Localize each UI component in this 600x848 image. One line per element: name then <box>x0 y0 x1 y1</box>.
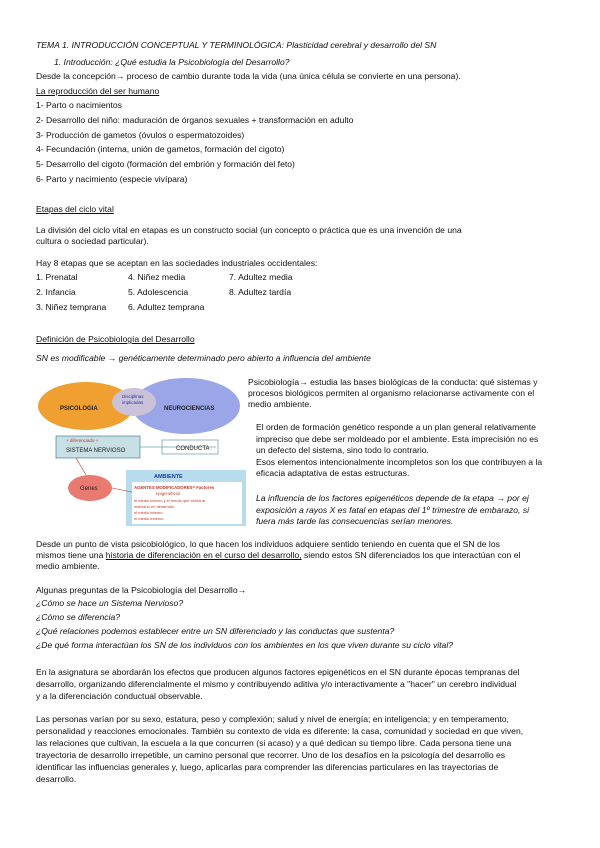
personas-paragraph: desarrollo. <box>36 774 77 784</box>
etapa-item: 8. Adultez tardía <box>229 287 292 297</box>
etapas-column-1 <box>36 272 106 317</box>
pregunta-item: ¿Cómo se hace un Sistema Nervioso? <box>36 598 184 608</box>
epigeneticos-label: epigenéticos <box>156 491 181 496</box>
etapa-item: 3. Niñez temprana <box>36 302 107 312</box>
agentes-line: el medio interno y el medio que rodea al <box>134 498 206 503</box>
asignatura-paragraph: y a la diferenciación conductual observable. <box>36 691 203 701</box>
personas-paragraph: las relaciones que cultivan, la escuela a la que concurren (si acaso) y a qué dedican su tiempo libre. Cada persona tiene una <box>36 738 512 748</box>
reproduccion-item: 4- Fecundación (interna, unión de gametos, formación del cigoto) <box>36 144 285 154</box>
conducta-label: CONDUCTA <box>176 446 210 452</box>
personas-paragraph: identificar las influencias generales y, luego, aplicarlas para comprender las diferencias particulares en las trayectorias de <box>36 762 499 772</box>
sistema-nervioso-label: SISTEMA NERVIOSO <box>66 448 126 454</box>
pregunta-item: ¿Cómo se diferencia? <box>36 612 121 622</box>
reproduccion-item: 2- Desarrollo del niño: maduración de órganos sexuales + transformación en adulto <box>36 115 354 125</box>
genes-label: Genes <box>80 486 98 492</box>
etapa-item: 2. Infancia <box>36 287 76 297</box>
orden-paragraph: un defecto del sistema, sino todo lo contrario. <box>256 445 429 455</box>
document-title: TEMA 1. INTRODUCCIÓN CONCEPTUAL Y TERMINOLÓGICA: Plasticidad cerebral y desarrollo del SN <box>36 40 437 50</box>
neurociencias-label: NEUROCIENCIAS <box>164 406 215 412</box>
agentes-label: AGENTES MODIFICADORES= Factores <box>134 485 215 490</box>
orden-paragraph: El orden de formación genético responde a un plan general relativamente <box>256 422 536 432</box>
etapa-item: 4. Niñez media <box>128 272 186 282</box>
etapas-paragraph: cultura o sociedad particular). <box>36 236 149 246</box>
punto-vista-line: medio ambiente. <box>36 561 100 571</box>
reproduccion-item: 6- Parto y nacimiento (especie vivípara) <box>36 174 188 184</box>
psicobiologia-diagram <box>36 370 246 530</box>
sn-modificable-text: SN es modificable → genéticamente determinado pero abierto a influencia del ambiente <box>36 353 371 363</box>
historia-diferenciacion-link-text: historia de diferenciación en el curso del desarrollo, <box>105 550 302 560</box>
orden-paragraph: impreciso que debe ser moldeado por el ambiente. Esta imprecisión no es <box>256 434 539 444</box>
asignatura-paragraph: En la asignatura se abordarán los efectos que producen algunos factores epigenéticos en el SN durante épocas tempranas del <box>36 667 520 677</box>
etapas-intro: Hay 8 etapas que se aceptan en las sociedades industriales occidentales: <box>36 258 318 268</box>
etapas-paragraph: La división del ciclo vital en etapas es un constructo social (un concepto o práctica que es una invención de una <box>36 225 462 235</box>
genes-connector <box>76 458 86 475</box>
reproduccion-item: 3- Producción de gametos (óvulos o espermatozoides) <box>36 130 245 140</box>
asignatura-paragraph: desarrollo, organizando diferencialmente el mismo y contribuyendo aditiva y/o interactivamente a "hacer" un cerebro individual <box>36 679 517 689</box>
punto-vista-line: Desde un punto de vista psicobiológico, lo que hacen los individuos adquiere sentido teniendo en cuenta que el SN de los <box>36 539 500 549</box>
agentes-line: el medio externo <box>134 516 164 521</box>
personas-paragraph: personalidad y reacciones emocionales. También su contexto de vida es diferente: la casa, comunidad y sociedad en que viven, <box>36 726 524 736</box>
etapa-item: 7. Adultez media <box>229 272 293 282</box>
preguntas-heading: Algunas preguntas de la Psicobiología del Desarrollo→ <box>36 585 247 595</box>
influencia-paragraph: exposición a rayos X es fatal en etapas del 1º trimestre de embarazo, si <box>256 505 530 515</box>
psicobiologia-paragraph: procesos biológicos permiten al organismo relacionarse activamente con el <box>248 388 535 398</box>
orden-paragraph: eficacia adaptativa de estas estructuras. <box>256 468 410 478</box>
pregunta-item: ¿Qué relaciones podemos establecer entre un SN diferenciado y las conductas que sustenta? <box>36 626 395 636</box>
psicobiologia-paragraph: Psicobiología→ estudia las bases biológicas de la conducta: qué sistemas y <box>248 377 538 387</box>
etapas-column-2 <box>128 272 204 317</box>
pregunta-item: ¿De qué forma interactúan los SN de los individuos con los ambientes en los que viven durante su ciclo vital? <box>36 640 454 650</box>
punto-vista-line: mismos tiene una historia de diferenciación en el curso del desarrollo, siendo estos SN diferenciados los que interactúan con el <box>36 550 521 560</box>
etapas-heading: Etapas del ciclo vital <box>36 204 114 214</box>
diagram-svg <box>36 370 246 530</box>
etapa-item: 5. Adolescencia <box>128 287 189 297</box>
etapa-item: 1. Prenatal <box>36 272 78 282</box>
agentes-line: el medio interno <box>134 510 163 515</box>
influencia-paragraph: fuera más tarde las consecuencias serían menores. <box>256 516 454 526</box>
disciplinas-label: Disciplinas <box>122 394 144 399</box>
orden-paragraph: Esos elementos intencionalmente incompletos son los que contribuyen a la <box>256 457 543 467</box>
diferenciado-label: + diferenciado + <box>66 438 99 443</box>
psicologia-label: PSICOLOGIA <box>60 406 98 412</box>
etapa-item: 6. Adultez temprana <box>128 302 205 312</box>
reproduccion-heading: La reproducción del ser humano <box>36 86 160 96</box>
definicion-heading: Definición de Psicobiología del Desarrollo <box>36 334 195 344</box>
implicadas-label: implicadas <box>122 400 144 405</box>
section-heading-introduccion: 1. Introducción: ¿Qué estudia la Psicobiología del Desarrollo? <box>54 57 290 67</box>
ambiente-label: AMBIENTE <box>154 474 183 480</box>
personas-paragraph: Las personas varían por su sexo, estatura, peso y complexión; salud y nivel de energía; en inteligencia; y en temperamento, <box>36 714 509 724</box>
psicobiologia-paragraph: medio ambiente. <box>248 399 312 409</box>
reproduccion-item: 1- Parto o nacimientos <box>36 100 122 110</box>
etapas-column-3 <box>229 272 293 302</box>
influencia-paragraph: La influencia de los factores epigenéticos depende de la etapa → por ej <box>256 493 529 503</box>
reproduccion-item: 5- Desarrollo del cigoto (formación del embrión y formación del feto) <box>36 159 295 169</box>
personas-paragraph: trayectoria de desarrollo irrepetible, un camino personal que recorrer. Uno de los desafíos en la psicología del desarrollo es <box>36 750 506 760</box>
agentes-line: individuo en desarrollo <box>134 504 175 509</box>
concepcion-text: Desde la concepción→ proceso de cambio durante toda la vida (una única célula se convierte en una persona). <box>36 71 461 81</box>
